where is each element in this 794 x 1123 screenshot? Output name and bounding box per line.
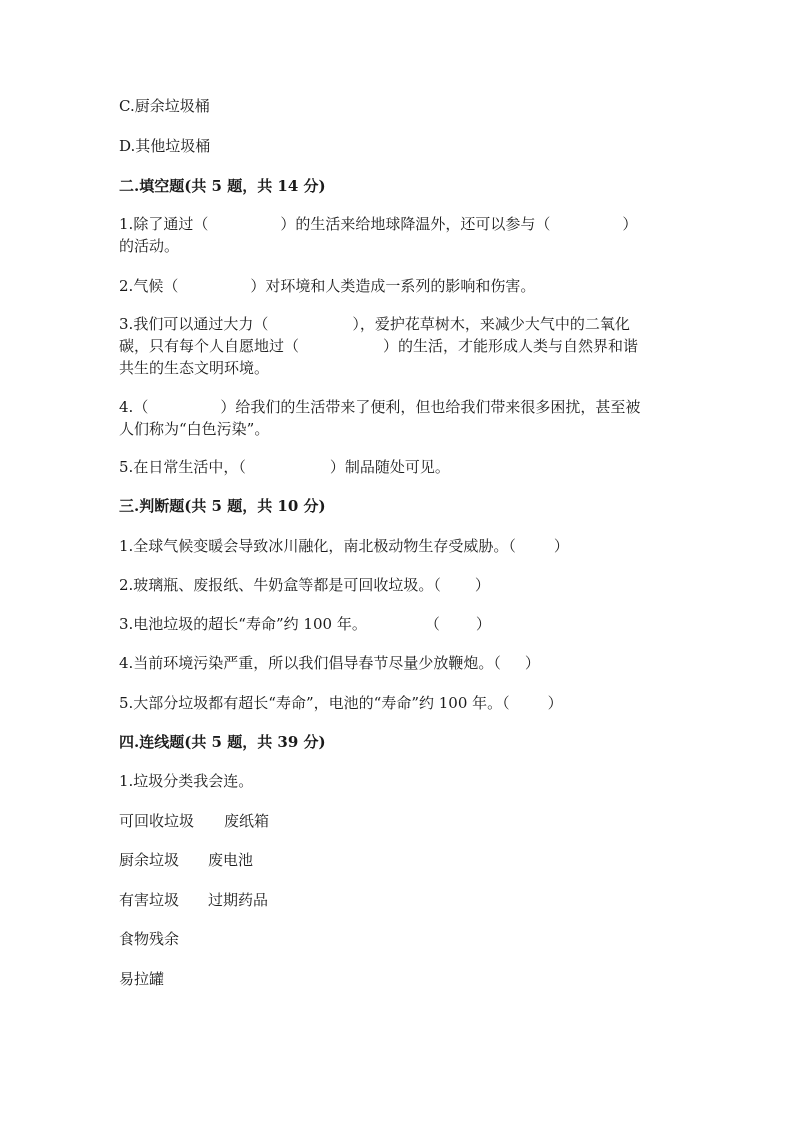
judge-item: 4.当前环境污染严重，所以我们倡导春节尽量少放鞭炮。（ ） bbox=[119, 654, 540, 672]
matching-right-item[interactable]: 废纸箱 bbox=[224, 812, 270, 830]
fill-q3-line2 bbox=[119, 335, 638, 357]
fill-q3-line3: 共生的生态文明环境。 bbox=[119, 359, 270, 377]
fill-q2 bbox=[119, 275, 535, 297]
judge-item: 3.电池垃圾的超长“寿命”约 100 年。 （ ） bbox=[119, 615, 491, 633]
judge-item: 1.全球气候变暖会导致冰川融化，南北极动物生存受威胁。（ ） bbox=[119, 537, 569, 555]
judge-item: 2.玻璃瓶、废报纸、牛奶盒等都是可回收垃圾。（ ） bbox=[119, 576, 490, 594]
question-text: 3.电池垃圾的超长“寿命”约 100 年。 bbox=[119, 615, 367, 633]
judge-item: 5.大部分垃圾都有超长“寿命”，电池的“寿命”约 100 年。（ ） bbox=[119, 694, 563, 712]
fill-q3-line1 bbox=[119, 313, 630, 335]
question-text: 除了通过（ bbox=[133, 215, 209, 233]
question-number: 4. bbox=[119, 398, 134, 416]
question-text: 5.大部分垃圾都有超长“寿命”，电池的“寿命”约 100 年。（ bbox=[119, 694, 510, 712]
section-judge-heading: 三.判断题(共 5 题，共 10 分) bbox=[119, 497, 326, 515]
question-number: 3. bbox=[119, 315, 134, 333]
matching-left-item[interactable]: 可回收垃圾 bbox=[119, 812, 195, 830]
question-text: （ bbox=[133, 398, 149, 416]
question-text: ）制品随处可见。 bbox=[329, 458, 450, 476]
question-text: ）对环境和人类造成一系列的影响和伤害。 bbox=[250, 277, 536, 295]
section-fill-blank-heading: 二.填空题(共 5 题，共 14 分) bbox=[119, 177, 326, 195]
question-text: 气候（ bbox=[133, 277, 179, 295]
question-text: 我们可以通过大力（ bbox=[133, 315, 269, 333]
question-text: 2.玻璃瓶、废报纸、牛奶盒等都是可回收垃圾。（ bbox=[119, 576, 441, 594]
matching-left-item[interactable]: 厨余垃圾 bbox=[119, 851, 180, 869]
question-number: 5. bbox=[119, 458, 134, 476]
fill-q4-line2: 人们称为“白色污染”。 bbox=[119, 420, 270, 438]
matching-q1: 1.垃圾分类我会连。 bbox=[119, 772, 254, 790]
question-text: 1.全球气候变暖会导致冰川融化，南北极动物生存受威胁。（ bbox=[119, 537, 516, 555]
question-text: ）给我们的生活带来了便利，但也给我们带来很多困扰，甚至被 bbox=[220, 398, 641, 416]
question-text: 碳，只有每个人自愿地过（ bbox=[119, 337, 300, 355]
option-c: C.厨余垃圾桶 bbox=[119, 97, 210, 115]
fill-q4-line1 bbox=[119, 396, 640, 418]
question-text: ） bbox=[622, 215, 638, 233]
question-text: 4.当前环境污染严重，所以我们倡导春节尽量少放鞭炮。（ bbox=[119, 654, 501, 672]
matching-right-item[interactable]: 过期药品 bbox=[208, 891, 269, 909]
fill-q1-line1 bbox=[119, 213, 637, 235]
fill-q5 bbox=[119, 456, 450, 478]
question-text: ）的生活来给地球降温外，还可以参与（ bbox=[280, 215, 551, 233]
matching-left-item[interactable]: 有害垃圾 bbox=[119, 891, 180, 909]
question-number: 1. bbox=[119, 215, 134, 233]
fill-q1-line2: 的活动。 bbox=[119, 237, 180, 255]
question-number: 2. bbox=[119, 277, 134, 295]
option-d: D.其他垃圾桶 bbox=[119, 137, 211, 155]
question-text: 在日常生活中，（ bbox=[133, 458, 246, 476]
section-matching-heading: 四.连线题(共 5 题，共 39 分) bbox=[119, 733, 326, 751]
question-text: ）的生活，才能形成人类与自然界和谐 bbox=[383, 337, 639, 355]
question-text: ），爱护花草树木，来减少大气中的二氧化 bbox=[352, 315, 630, 333]
matching-left-item[interactable]: 食物残余 bbox=[119, 930, 180, 948]
matching-right-item[interactable]: 废电池 bbox=[208, 851, 254, 869]
matching-left-item[interactable]: 易拉罐 bbox=[119, 970, 165, 988]
